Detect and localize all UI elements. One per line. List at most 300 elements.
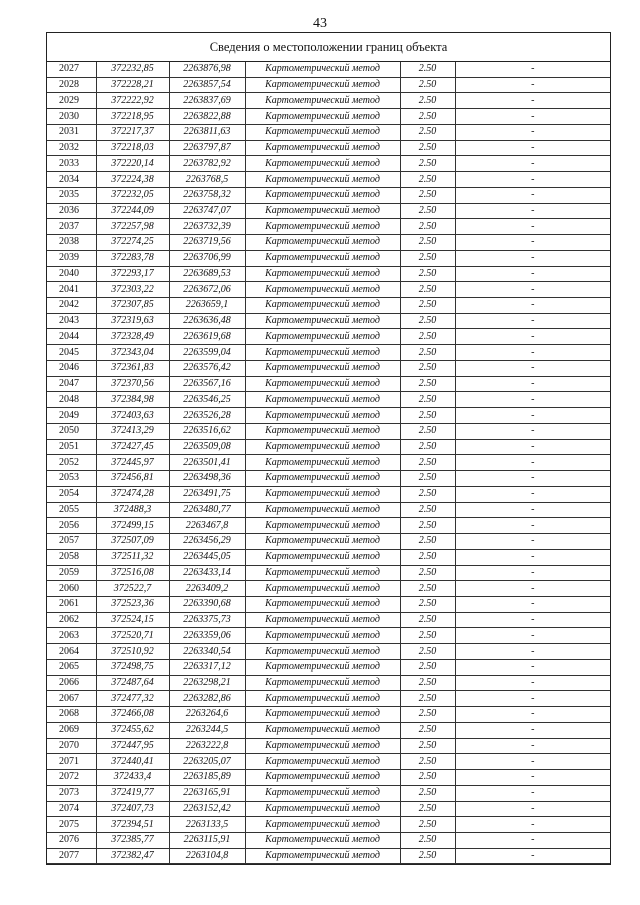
coordinate-x-cell: 372445,97 (96, 455, 169, 471)
method-cell: Картометрический метод (245, 707, 400, 723)
coordinate-y-cell: 2263456,29 (169, 534, 245, 550)
coordinate-x-cell: 372382,47 (96, 848, 169, 864)
coordinate-x-cell: 372520,71 (96, 628, 169, 644)
coordinate-x-cell: 372384,98 (96, 392, 169, 408)
table-row (47, 596, 610, 612)
point-number-cell: 2073 (47, 785, 96, 801)
description-cell: - (455, 675, 610, 691)
table-row (47, 376, 610, 392)
method-cell: Картометрический метод (245, 738, 400, 754)
coordinate-y-cell: 2263282,86 (169, 691, 245, 707)
method-cell: Картометрический метод (245, 848, 400, 864)
method-cell: Картометрический метод (245, 832, 400, 848)
coordinate-x-cell: 372328,49 (96, 329, 169, 345)
point-number-cell: 2077 (47, 848, 96, 864)
coordinate-y-cell: 2263576,42 (169, 360, 245, 376)
description-cell: - (455, 172, 610, 188)
method-cell: Картометрический метод (245, 581, 400, 597)
coordinate-y-cell: 2263797,87 (169, 140, 245, 156)
point-number-cell: 2044 (47, 329, 96, 345)
table-row (47, 534, 610, 550)
table-row (47, 471, 610, 487)
accuracy-cell: 2.50 (400, 282, 455, 298)
table-body (47, 62, 610, 864)
description-cell: - (455, 549, 610, 565)
coordinate-x-cell: 372232,85 (96, 62, 169, 77)
table-row (47, 298, 610, 314)
description-cell: - (455, 439, 610, 455)
point-number-cell: 2031 (47, 124, 96, 140)
coordinate-x-cell: 372232,05 (96, 187, 169, 203)
method-cell: Картометрический метод (245, 691, 400, 707)
method-cell: Картометрический метод (245, 534, 400, 550)
method-cell: Картометрический метод (245, 565, 400, 581)
coordinate-y-cell: 2263491,75 (169, 486, 245, 502)
accuracy-cell: 2.50 (400, 565, 455, 581)
table-row (47, 203, 610, 219)
coordinate-y-cell: 2263359,06 (169, 628, 245, 644)
coordinate-x-cell: 372220,14 (96, 156, 169, 172)
method-cell: Картометрический метод (245, 77, 400, 93)
point-number-cell: 2030 (47, 109, 96, 125)
accuracy-cell: 2.50 (400, 612, 455, 628)
point-number-cell: 2027 (47, 62, 96, 77)
coordinate-y-cell: 2263857,54 (169, 77, 245, 93)
description-cell: - (455, 408, 610, 424)
coordinate-y-cell: 2263689,53 (169, 266, 245, 282)
coordinate-y-cell: 2263546,25 (169, 392, 245, 408)
coordinate-x-cell: 372361,83 (96, 360, 169, 376)
accuracy-cell: 2.50 (400, 455, 455, 471)
point-number-cell: 2034 (47, 172, 96, 188)
description-cell: - (455, 722, 610, 738)
method-cell: Картометрический метод (245, 360, 400, 376)
point-number-cell: 2057 (47, 534, 96, 550)
method-cell: Картометрический метод (245, 124, 400, 140)
coordinate-y-cell: 2263222,8 (169, 738, 245, 754)
description-cell: - (455, 109, 610, 125)
table-row (47, 722, 610, 738)
coordinate-x-cell: 372455,62 (96, 722, 169, 738)
coordinate-x-cell: 372427,45 (96, 439, 169, 455)
method-cell: Картометрический метод (245, 549, 400, 565)
accuracy-cell: 2.50 (400, 596, 455, 612)
point-number-cell: 2055 (47, 502, 96, 518)
coordinate-y-cell: 2263509,08 (169, 439, 245, 455)
table-row (47, 360, 610, 376)
coordinate-y-cell: 2263480,77 (169, 502, 245, 518)
description-cell: - (455, 502, 610, 518)
description-cell: - (455, 817, 610, 833)
coordinate-y-cell: 2263672,06 (169, 282, 245, 298)
coordinate-x-cell: 372498,75 (96, 659, 169, 675)
coordinate-y-cell: 2263636,48 (169, 313, 245, 329)
point-number-cell: 2035 (47, 187, 96, 203)
point-number-cell: 2045 (47, 345, 96, 361)
coordinate-x-cell: 372524,15 (96, 612, 169, 628)
coordinate-x-cell: 372487,64 (96, 675, 169, 691)
method-cell: Картометрический метод (245, 801, 400, 817)
coordinate-x-cell: 372510,92 (96, 644, 169, 660)
description-cell: - (455, 612, 610, 628)
coordinate-y-cell: 2263567,16 (169, 376, 245, 392)
point-number-cell: 2061 (47, 596, 96, 612)
description-cell: - (455, 471, 610, 487)
coordinate-y-cell: 2263706,99 (169, 250, 245, 266)
method-cell: Картометрический метод (245, 203, 400, 219)
method-cell: Картометрический метод (245, 659, 400, 675)
point-number-cell: 2029 (47, 93, 96, 109)
coordinate-y-cell: 2263317,12 (169, 659, 245, 675)
boundary-points-table (47, 62, 610, 864)
point-number-cell: 2042 (47, 298, 96, 314)
table-row (47, 754, 610, 770)
coordinate-x-cell: 372228,21 (96, 77, 169, 93)
coordinate-x-cell: 372511,32 (96, 549, 169, 565)
coordinate-x-cell: 372419,77 (96, 785, 169, 801)
table-row (47, 329, 610, 345)
description-cell: - (455, 785, 610, 801)
point-number-cell: 2059 (47, 565, 96, 581)
coordinate-y-cell: 2263811,63 (169, 124, 245, 140)
accuracy-cell: 2.50 (400, 659, 455, 675)
coordinate-x-cell: 372293,17 (96, 266, 169, 282)
point-number-cell: 2074 (47, 801, 96, 817)
description-cell: - (455, 565, 610, 581)
table-row (47, 486, 610, 502)
description-cell: - (455, 376, 610, 392)
method-cell: Картометрический метод (245, 596, 400, 612)
table-row (47, 408, 610, 424)
description-cell: - (455, 235, 610, 251)
table-row (47, 707, 610, 723)
description-cell: - (455, 124, 610, 140)
coordinate-x-cell: 372394,51 (96, 817, 169, 833)
description-cell: - (455, 203, 610, 219)
description-cell: - (455, 187, 610, 203)
accuracy-cell: 2.50 (400, 392, 455, 408)
coordinate-y-cell: 2263375,73 (169, 612, 245, 628)
accuracy-cell: 2.50 (400, 235, 455, 251)
method-cell: Картометрический метод (245, 235, 400, 251)
coordinate-y-cell: 2263340,54 (169, 644, 245, 660)
coordinate-y-cell: 2263719,56 (169, 235, 245, 251)
coordinate-y-cell: 2263782,92 (169, 156, 245, 172)
method-cell: Картометрический метод (245, 392, 400, 408)
method-cell: Картометрический метод (245, 502, 400, 518)
point-number-cell: 2071 (47, 754, 96, 770)
point-number-cell: 2036 (47, 203, 96, 219)
coordinate-x-cell: 372224,38 (96, 172, 169, 188)
method-cell: Картометрический метод (245, 612, 400, 628)
table-row (47, 62, 610, 77)
description-cell: - (455, 93, 610, 109)
accuracy-cell: 2.50 (400, 534, 455, 550)
accuracy-cell: 2.50 (400, 644, 455, 660)
coordinate-x-cell: 372343,04 (96, 345, 169, 361)
accuracy-cell: 2.50 (400, 738, 455, 754)
description-cell: - (455, 298, 610, 314)
table-row (47, 832, 610, 848)
accuracy-cell: 2.50 (400, 832, 455, 848)
table-row (47, 282, 610, 298)
method-cell: Картометрический метод (245, 93, 400, 109)
description-cell: - (455, 848, 610, 864)
accuracy-cell: 2.50 (400, 848, 455, 864)
description-cell: - (455, 392, 610, 408)
point-number-cell: 2033 (47, 156, 96, 172)
coordinate-x-cell: 372477,32 (96, 691, 169, 707)
coordinate-y-cell: 2263185,89 (169, 770, 245, 786)
description-cell: - (455, 266, 610, 282)
table-row (47, 675, 610, 691)
description-cell: - (455, 62, 610, 77)
point-number-cell: 2067 (47, 691, 96, 707)
table-row (47, 313, 610, 329)
method-cell: Картометрический метод (245, 266, 400, 282)
point-number-cell: 2039 (47, 250, 96, 266)
accuracy-cell: 2.50 (400, 172, 455, 188)
description-cell: - (455, 329, 610, 345)
table-row (47, 502, 610, 518)
method-cell: Картометрический метод (245, 408, 400, 424)
description-cell: - (455, 77, 610, 93)
point-number-cell: 2058 (47, 549, 96, 565)
method-cell: Картометрический метод (245, 628, 400, 644)
accuracy-cell: 2.50 (400, 156, 455, 172)
description-cell: - (455, 140, 610, 156)
accuracy-cell: 2.50 (400, 187, 455, 203)
point-number-cell: 2064 (47, 644, 96, 660)
coordinate-x-cell: 372447,95 (96, 738, 169, 754)
coordinate-x-cell: 372523,36 (96, 596, 169, 612)
description-cell: - (455, 455, 610, 471)
description-cell: - (455, 313, 610, 329)
point-number-cell: 2043 (47, 313, 96, 329)
method-cell: Картометрический метод (245, 644, 400, 660)
method-cell: Картометрический метод (245, 140, 400, 156)
accuracy-cell: 2.50 (400, 140, 455, 156)
description-cell: - (455, 423, 610, 439)
point-number-cell: 2040 (47, 266, 96, 282)
coordinate-x-cell: 372222,92 (96, 93, 169, 109)
coordinate-x-cell: 372499,15 (96, 518, 169, 534)
method-cell: Картометрический метод (245, 219, 400, 235)
coordinate-x-cell: 372403,63 (96, 408, 169, 424)
coordinate-x-cell: 372319,63 (96, 313, 169, 329)
coordinate-x-cell: 372307,85 (96, 298, 169, 314)
method-cell: Картометрический метод (245, 471, 400, 487)
point-number-cell: 2054 (47, 486, 96, 502)
accuracy-cell: 2.50 (400, 707, 455, 723)
coordinate-x-cell: 372283,78 (96, 250, 169, 266)
coordinate-y-cell: 2263876,98 (169, 62, 245, 77)
coordinate-y-cell: 2263501,41 (169, 455, 245, 471)
accuracy-cell: 2.50 (400, 360, 455, 376)
point-number-cell: 2041 (47, 282, 96, 298)
description-cell: - (455, 534, 610, 550)
coordinate-y-cell: 2263244,5 (169, 722, 245, 738)
coordinate-x-cell: 372456,81 (96, 471, 169, 487)
accuracy-cell: 2.50 (400, 423, 455, 439)
table-row (47, 187, 610, 203)
accuracy-cell: 2.50 (400, 313, 455, 329)
table-row (47, 345, 610, 361)
table-row (47, 581, 610, 597)
description-cell: - (455, 219, 610, 235)
accuracy-cell: 2.50 (400, 219, 455, 235)
coordinate-y-cell: 2263526,28 (169, 408, 245, 424)
point-number-cell: 2075 (47, 817, 96, 833)
point-number-cell: 2053 (47, 471, 96, 487)
method-cell: Картометрический метод (245, 345, 400, 361)
coordinate-y-cell: 2263758,32 (169, 187, 245, 203)
point-number-cell: 2062 (47, 612, 96, 628)
table-row (47, 659, 610, 675)
table-row (47, 612, 610, 628)
table-row (47, 628, 610, 644)
point-number-cell: 2051 (47, 439, 96, 455)
accuracy-cell: 2.50 (400, 345, 455, 361)
method-cell: Картометрический метод (245, 298, 400, 314)
point-number-cell: 2065 (47, 659, 96, 675)
coordinate-y-cell: 2263837,69 (169, 93, 245, 109)
coordinate-y-cell: 2263390,68 (169, 596, 245, 612)
accuracy-cell: 2.50 (400, 439, 455, 455)
table-row (47, 77, 610, 93)
table-row (47, 219, 610, 235)
description-cell: - (455, 754, 610, 770)
coordinate-x-cell: 372257,98 (96, 219, 169, 235)
table-row (47, 770, 610, 786)
coordinate-y-cell: 2263732,39 (169, 219, 245, 235)
table-row (47, 439, 610, 455)
table-row (47, 250, 610, 266)
table-row (47, 140, 610, 156)
coordinate-x-cell: 372413,29 (96, 423, 169, 439)
table-row (47, 455, 610, 471)
accuracy-cell: 2.50 (400, 93, 455, 109)
table-row (47, 549, 610, 565)
coordinate-x-cell: 372274,25 (96, 235, 169, 251)
coordinate-y-cell: 2263409,2 (169, 581, 245, 597)
method-cell: Картометрический метод (245, 187, 400, 203)
coordinate-x-cell: 372474,28 (96, 486, 169, 502)
point-number-cell: 2060 (47, 581, 96, 597)
table-row (47, 235, 610, 251)
point-number-cell: 2048 (47, 392, 96, 408)
method-cell: Картометрический метод (245, 486, 400, 502)
coordinate-x-cell: 372440,41 (96, 754, 169, 770)
coordinate-y-cell: 2263298,21 (169, 675, 245, 691)
description-cell: - (455, 486, 610, 502)
description-cell: - (455, 644, 610, 660)
accuracy-cell: 2.50 (400, 376, 455, 392)
coordinate-x-cell: 372488,3 (96, 502, 169, 518)
coordinate-x-cell: 372466,08 (96, 707, 169, 723)
table-row (47, 565, 610, 581)
point-number-cell: 2046 (47, 360, 96, 376)
accuracy-cell: 2.50 (400, 250, 455, 266)
point-number-cell: 2056 (47, 518, 96, 534)
accuracy-cell: 2.50 (400, 77, 455, 93)
method-cell: Картометрический метод (245, 329, 400, 345)
table-row (47, 785, 610, 801)
table-row (47, 848, 610, 864)
point-number-cell: 2028 (47, 77, 96, 93)
page-number: 43 (313, 16, 327, 31)
accuracy-cell: 2.50 (400, 581, 455, 597)
accuracy-cell: 2.50 (400, 754, 455, 770)
coordinate-y-cell: 2263747,07 (169, 203, 245, 219)
description-cell: - (455, 659, 610, 675)
description-cell: - (455, 345, 610, 361)
coordinate-y-cell: 2263768,5 (169, 172, 245, 188)
coordinate-x-cell: 372516,08 (96, 565, 169, 581)
point-number-cell: 2050 (47, 423, 96, 439)
point-number-cell: 2069 (47, 722, 96, 738)
accuracy-cell: 2.50 (400, 518, 455, 534)
point-number-cell: 2049 (47, 408, 96, 424)
method-cell: Картометрический метод (245, 313, 400, 329)
point-number-cell: 2076 (47, 832, 96, 848)
coordinate-y-cell: 2263445,05 (169, 549, 245, 565)
description-cell: - (455, 250, 610, 266)
table-row (47, 691, 610, 707)
point-number-cell: 2072 (47, 770, 96, 786)
coordinate-y-cell: 2263599,04 (169, 345, 245, 361)
description-cell: - (455, 707, 610, 723)
table-row (47, 156, 610, 172)
description-cell: - (455, 581, 610, 597)
description-cell: - (455, 770, 610, 786)
accuracy-cell: 2.50 (400, 408, 455, 424)
accuracy-cell: 2.50 (400, 817, 455, 833)
table-row (47, 93, 610, 109)
coordinate-x-cell: 372385,77 (96, 832, 169, 848)
accuracy-cell: 2.50 (400, 62, 455, 77)
description-cell: - (455, 738, 610, 754)
point-number-cell: 2037 (47, 219, 96, 235)
method-cell: Картометрический метод (245, 109, 400, 125)
point-number-cell: 2052 (47, 455, 96, 471)
method-cell: Картометрический метод (245, 156, 400, 172)
method-cell: Картометрический метод (245, 439, 400, 455)
accuracy-cell: 2.50 (400, 329, 455, 345)
coordinate-y-cell: 2263516,62 (169, 423, 245, 439)
point-number-cell: 2047 (47, 376, 96, 392)
point-number-cell: 2066 (47, 675, 96, 691)
method-cell: Картометрический метод (245, 817, 400, 833)
coordinate-y-cell: 2263467,8 (169, 518, 245, 534)
description-cell: - (455, 801, 610, 817)
coordinate-x-cell: 372303,22 (96, 282, 169, 298)
accuracy-cell: 2.50 (400, 203, 455, 219)
table-row (47, 518, 610, 534)
coordinate-y-cell: 2263205,07 (169, 754, 245, 770)
coordinate-x-cell: 372217,37 (96, 124, 169, 140)
coordinate-x-cell: 372407,73 (96, 801, 169, 817)
method-cell: Картометрический метод (245, 376, 400, 392)
description-cell: - (455, 360, 610, 376)
coordinate-x-cell: 372218,03 (96, 140, 169, 156)
accuracy-cell: 2.50 (400, 691, 455, 707)
accuracy-cell: 2.50 (400, 785, 455, 801)
point-number-cell: 2038 (47, 235, 96, 251)
coordinate-x-cell: 372370,56 (96, 376, 169, 392)
accuracy-cell: 2.50 (400, 298, 455, 314)
coordinate-x-cell: 372218,95 (96, 109, 169, 125)
